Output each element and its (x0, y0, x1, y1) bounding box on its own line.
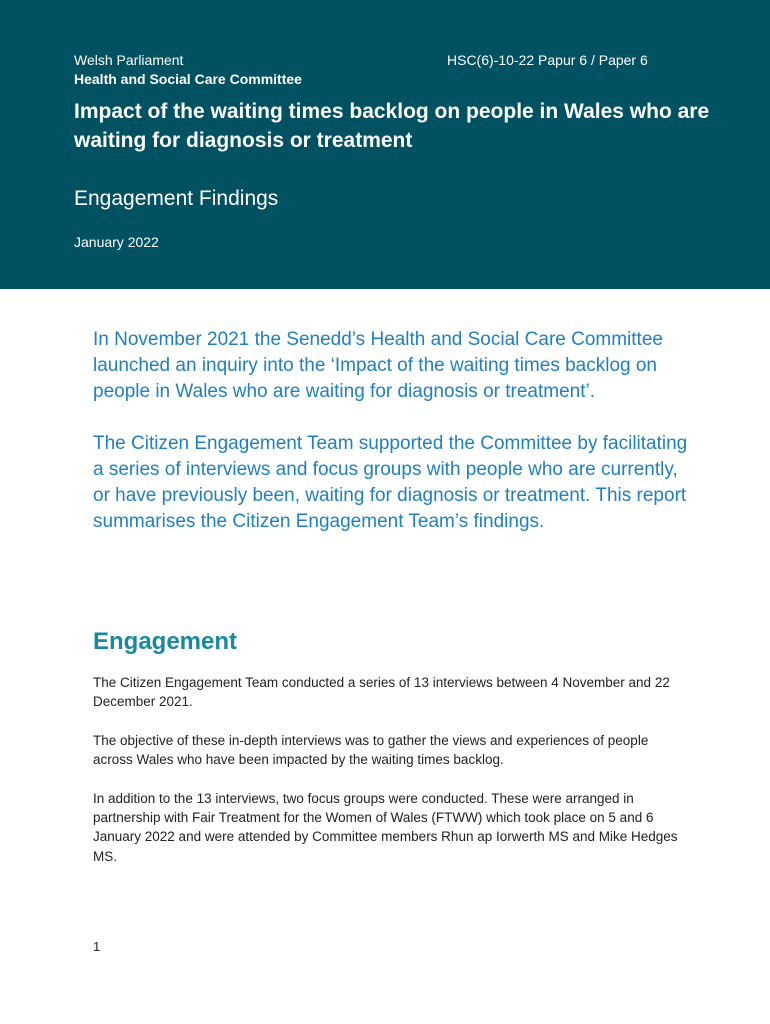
section-heading-engagement: Engagement (93, 628, 238, 655)
paper-reference: HSC(6)-10-22 Papur 6 / Paper 6 (447, 52, 648, 68)
header-banner (0, 0, 770, 289)
committee-name: Health and Social Care Committee (74, 71, 302, 87)
organisation-name: Welsh Parliament (74, 52, 184, 68)
body-paragraph: In addition to the 13 interviews, two focus groups were conducted. These were arranged in partnership with Fair Treatment for the Women of Wales (FTWW) which took place on 5 and 6 January 2022 and were attended by Committee members Rhun ap Iorwerth MS and Mike Hedges MS. (93, 790, 678, 864)
body-paragraph: The Citizen Engagement Team conducted a series of 13 interviews between 4 November and 22 December 2021. (93, 675, 670, 710)
intro-section (93, 327, 693, 561)
document-title: Impact of the waiting times backlog on people in Wales who are waiting for diagnosis or treatment (74, 100, 710, 152)
document-date: January 2022 (74, 234, 159, 250)
intro-paragraph-2: The Citizen Engagement Team supported the Committee by facilitating a series of interviews and focus groups with people who are currently, or have previously been, waiting for diagnosis or treatment. This report summarises the Citizen Engagement Team’s findings. (93, 433, 688, 532)
engagement-body (93, 673, 683, 885)
page-number: 1 (93, 939, 101, 954)
intro-paragraph-1: In November 2021 the Senedd’s Health and Social Care Committee launched an inquiry into the ‘Impact of the waiting times backlog on people in Wales who are waiting for diagnosis or treatment’. (93, 329, 663, 402)
document-subtitle: Engagement Findings (74, 187, 279, 210)
body-paragraph: The objective of these in-depth interviews was to gather the views and experiences of people across Wales who have been impacted by the waiting times backlog. (93, 732, 649, 768)
